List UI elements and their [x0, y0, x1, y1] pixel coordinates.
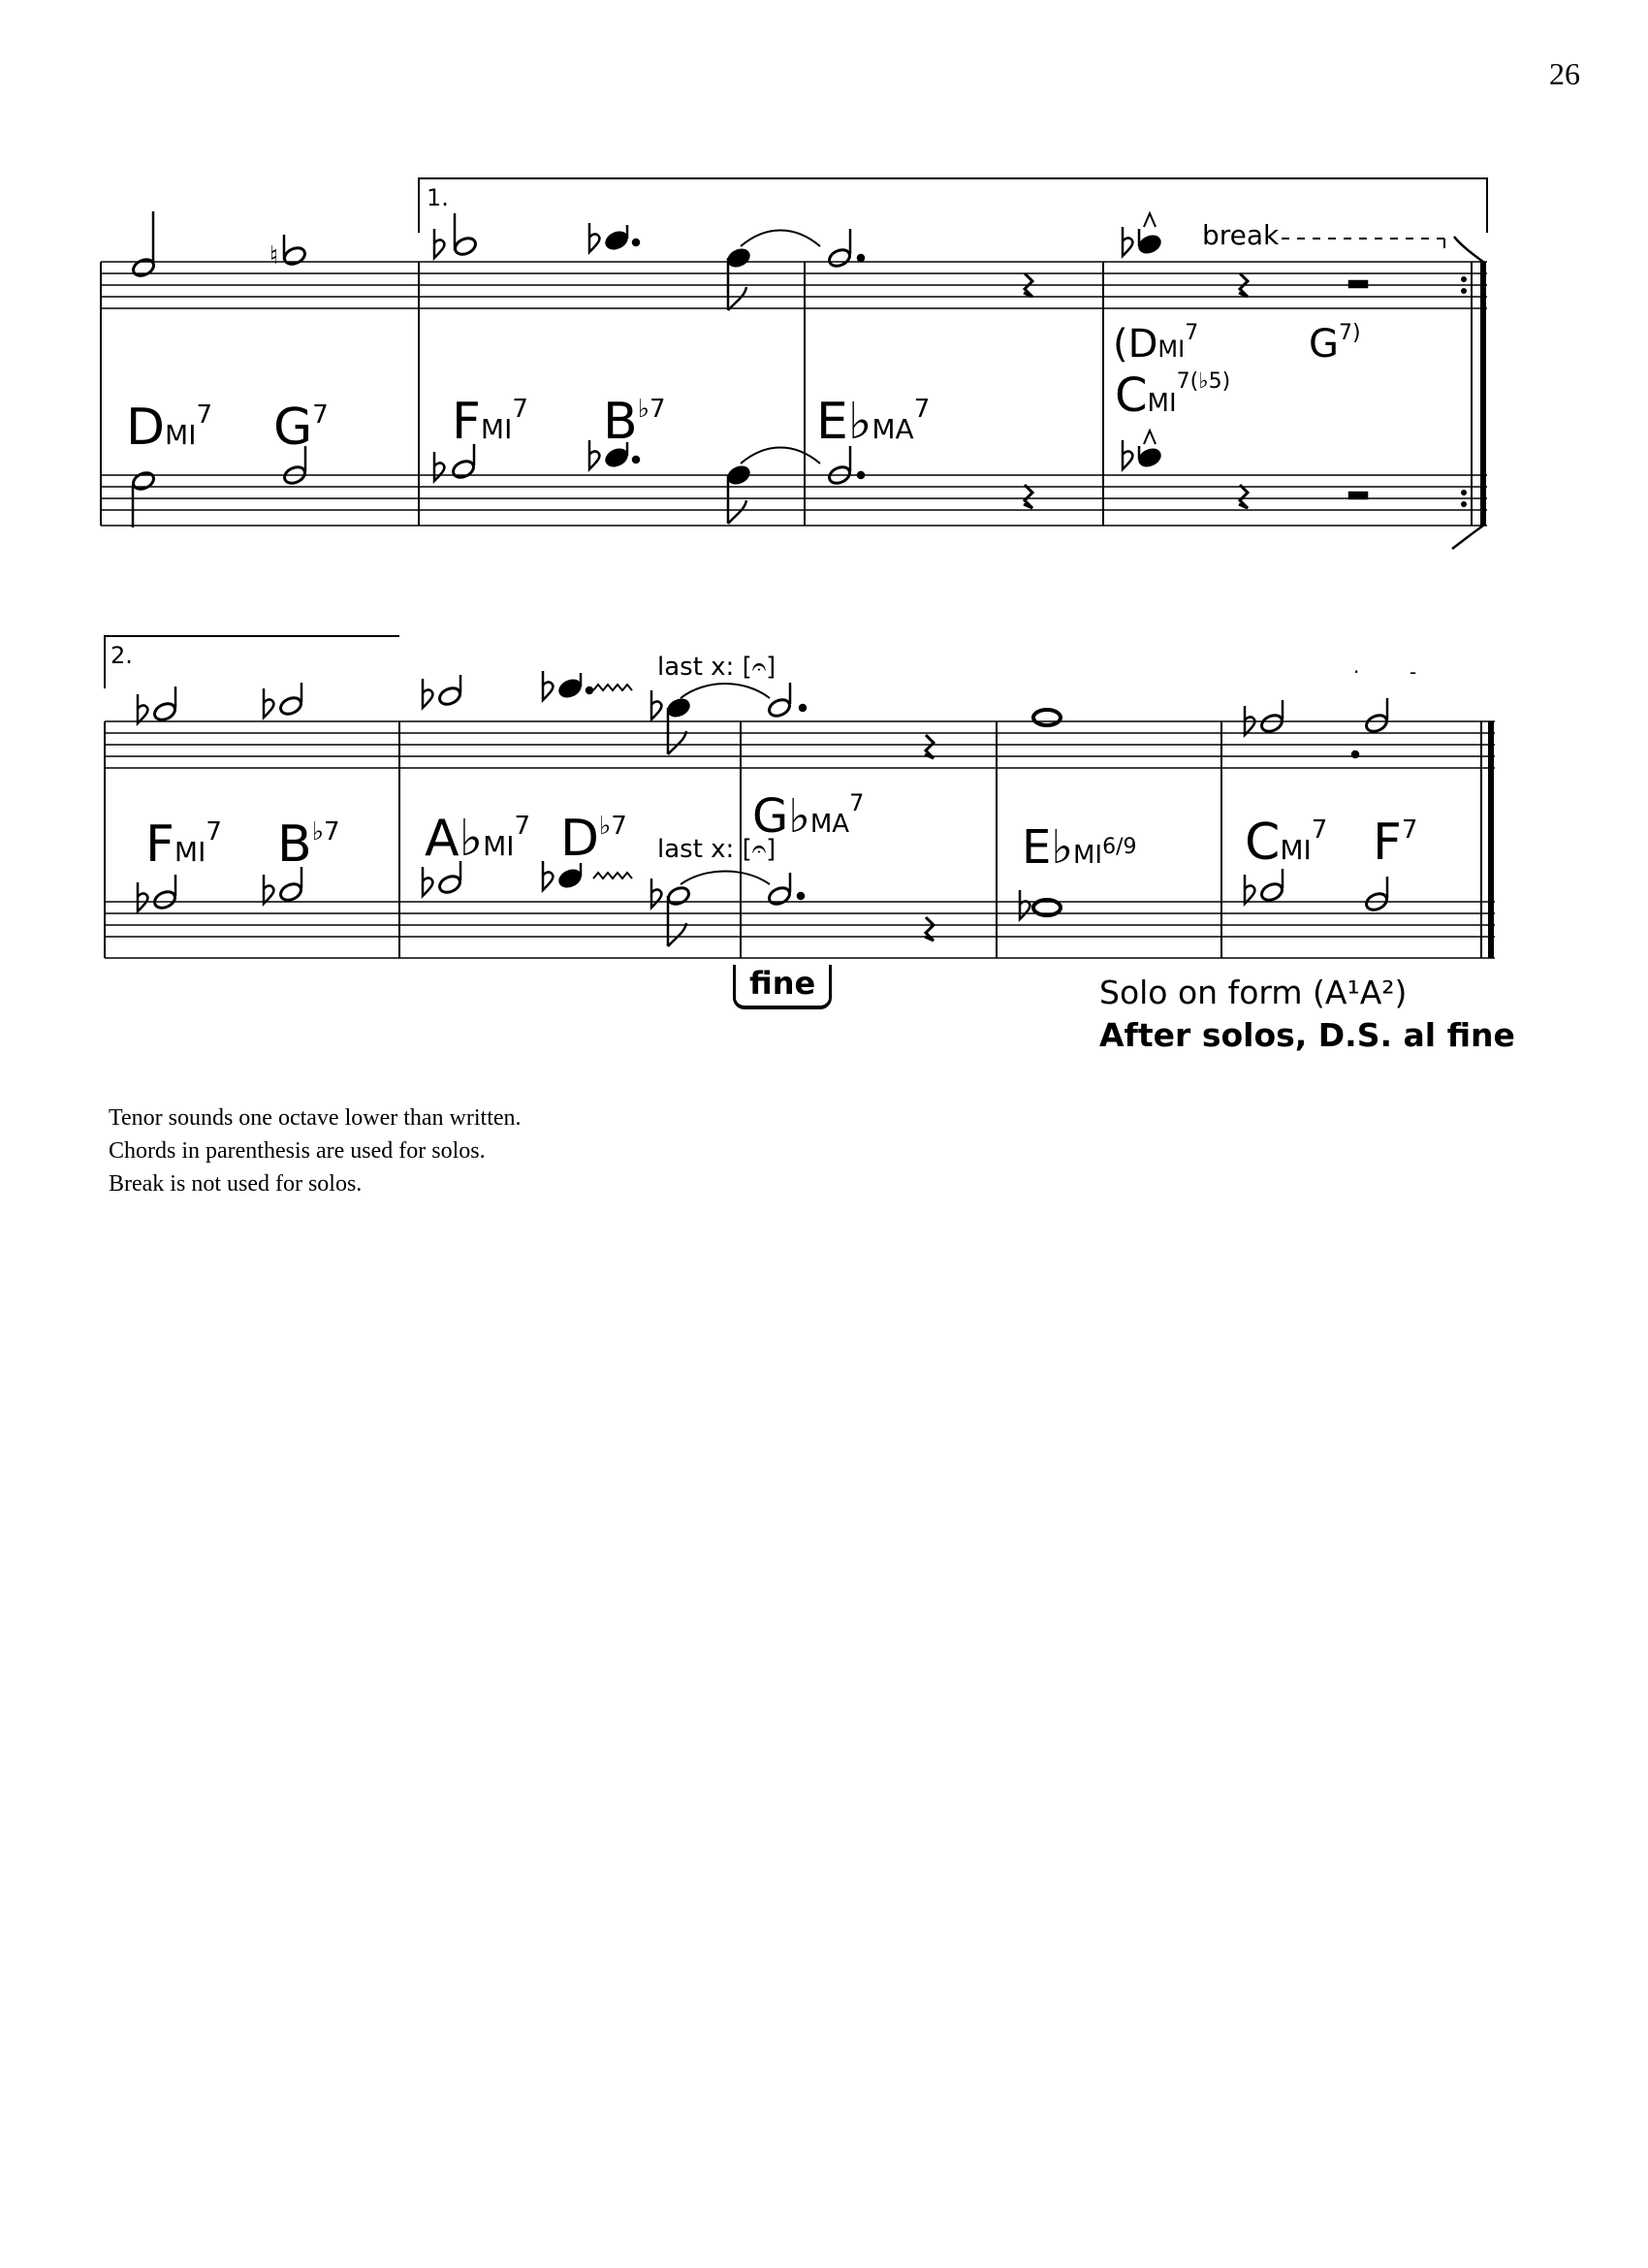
solo-instruction-line: After solos, D.S. al fine [1099, 1016, 1515, 1054]
harmony-1 [131, 431, 1367, 527]
footnote: Chords in parenthesis are used for solos. [109, 1138, 486, 1164]
chord-f7: $F^7$ [1373, 814, 1418, 872]
chord-abmi7: $A♭MI^7$ [425, 810, 531, 868]
second-ending-bracket [105, 636, 399, 688]
staff-2-lower [105, 902, 1495, 958]
first-ending-number: 1. [427, 184, 449, 211]
chord-ebma7: $E♭MA^7$ [816, 393, 931, 451]
chord-cmi7-2: CMI$^7$ [1245, 814, 1328, 872]
system-1 [101, 178, 1487, 549]
second-ending-number: 2. [111, 642, 133, 669]
chord-g7: $G^7$ [273, 399, 329, 457]
chord-symbols-2 [145, 789, 1417, 875]
repeat-dot [1461, 288, 1467, 294]
staff-1-upper [101, 262, 1487, 308]
last-x-top: last x: [𝄐] [657, 653, 776, 682]
chord-symbols-1 [126, 321, 1361, 457]
solo-instruction-line: Solo on form (A¹A²) [1099, 974, 1408, 1011]
chord-dmi7: DMI$^7$ [126, 399, 213, 457]
chord-fmi7-2: FMI$^7$ [145, 815, 222, 874]
footnote: Tenor sounds one octave lower than written. [109, 1105, 522, 1131]
chord-solo-dmi7: (DMI$^7$ [1113, 321, 1199, 367]
footnotes [109, 1102, 522, 1200]
chord-bb7-2: $B^{♭7}$ [277, 815, 340, 874]
repeat-dot [1461, 501, 1467, 507]
staff-2-upper [105, 721, 1495, 768]
chord-solo-g7: $G^{7)}$ [1309, 321, 1361, 367]
repeat-dot [1461, 276, 1467, 282]
chord-bb7: $B^{♭7}$ [603, 393, 666, 451]
chord-fmi7: FMI$^7$ [452, 393, 528, 451]
repeat-dot [1461, 490, 1467, 495]
fine-marker: fine [733, 965, 832, 1009]
page-number: 26 [1549, 56, 1580, 91]
first-ending-bracket [419, 178, 1487, 233]
lead-sheet-score [0, 0, 1648, 1086]
svg-text:♮: ♮ [269, 241, 279, 271]
stray-mark: - [1410, 660, 1417, 684]
solo-instructions [1099, 972, 1515, 1057]
chord-gbma7: $G♭MA^7$ [752, 789, 865, 844]
repeat-wing [1452, 526, 1483, 549]
footnote: Break is not used for solos. [109, 1171, 363, 1197]
break-text: break [1202, 219, 1280, 251]
stray-mark: · [1353, 660, 1360, 684]
melody-1 [131, 211, 1367, 310]
staff-1-lower [101, 475, 1487, 526]
repeat-wing [1454, 237, 1483, 262]
chord-db7: $D^{♭7}$ [560, 810, 627, 868]
system-2 [105, 636, 1495, 958]
last-x-bottom: last x: [𝄐] [657, 835, 776, 864]
harmony-2 [138, 861, 1389, 946]
chord-ebmi69: $E♭MI^{6/9}$ [1022, 820, 1137, 875]
chord-cmi7b5: $CMI^{7(♭5)}$ [1115, 368, 1231, 423]
